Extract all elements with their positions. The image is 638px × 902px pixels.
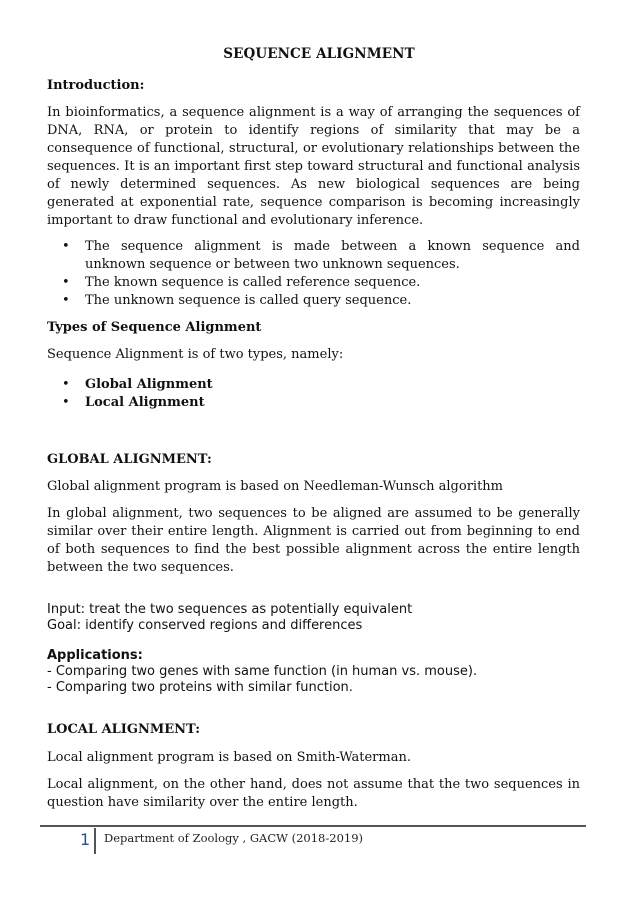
list-item [62,292,580,310]
bullet-text: The sequence alignment is made between a known sequence and unknown sequence or between two unknown sequences. [85,239,580,272]
local-paragraph-2: Local alignment, on the other hand, does not assume that the two sequences in question have similarity over the entire length. [47,777,580,810]
footer-separator [94,828,96,854]
list-item [62,238,580,274]
bullet-icon: • [62,293,70,308]
bullet-icon: • [62,395,70,410]
bullet-text: The known sequence is called reference sequence. [85,275,421,290]
page-title: SEQUENCE ALIGNMENT [223,46,415,62]
intro-heading: Introduction: [47,78,145,93]
application-item: - Comparing two proteins with similar function. [47,680,353,695]
bullet-icon: • [62,239,70,254]
global-input-line: Input: treat the two sequences as potentially equivalent [47,602,413,617]
bullet-icon: • [62,377,70,392]
intro-paragraph: In bioinformatics, a sequence alignment is a way of arranging the sequences of DNA, RNA, or protein to identify regions of similarity that may be a consequence of functional, structural, or evolutionary relationships between the sequences. It is an important first step toward structural and functional analysis of newly determined sequences. As new biological sequences are being generated at exponential rate, sequence comparison is becoming increasingly important to draw functional and evolutionary inference. [47,105,580,228]
intro-bullet-list [62,238,580,310]
local-heading: LOCAL ALIGNMENT: [47,722,201,737]
bullet-text: Global Alignment [85,377,213,392]
global-paragraph-2: In global alignment, two sequences to be aligned are assumed to be generally similar over their entire length. Alignment is carried out from beginning to end of both sequences to find the best possible alignment across the entire length between the two sequences. [47,506,580,575]
list-item [62,394,580,412]
list-item [62,376,580,394]
applications-heading: Applications: [47,648,143,663]
types-bullet-list [62,376,580,412]
page-number: 1 [80,830,91,849]
types-paragraph: Sequence Alignment is of two types, namely: [47,347,344,362]
global-heading: GLOBAL ALIGNMENT: [47,452,212,467]
footer-divider [40,825,586,827]
footer-text: Department of Zoology , GACW (2018-2019) [104,831,364,845]
application-item: - Comparing two genes with same function (in human vs. mouse). [47,664,478,679]
global-paragraph-1: Global alignment program is based on Needleman-Wunsch algorithm [47,479,503,494]
list-item [62,274,580,292]
global-goal-line: Goal: identify conserved regions and differences [47,618,363,633]
local-paragraph-1: Local alignment program is based on Smith-Waterman. [47,750,411,765]
bullet-text: Local Alignment [85,395,205,410]
bullet-icon: • [62,275,70,290]
bullet-text: The unknown sequence is called query sequence. [85,293,412,308]
types-heading: Types of Sequence Alignment [47,320,262,335]
